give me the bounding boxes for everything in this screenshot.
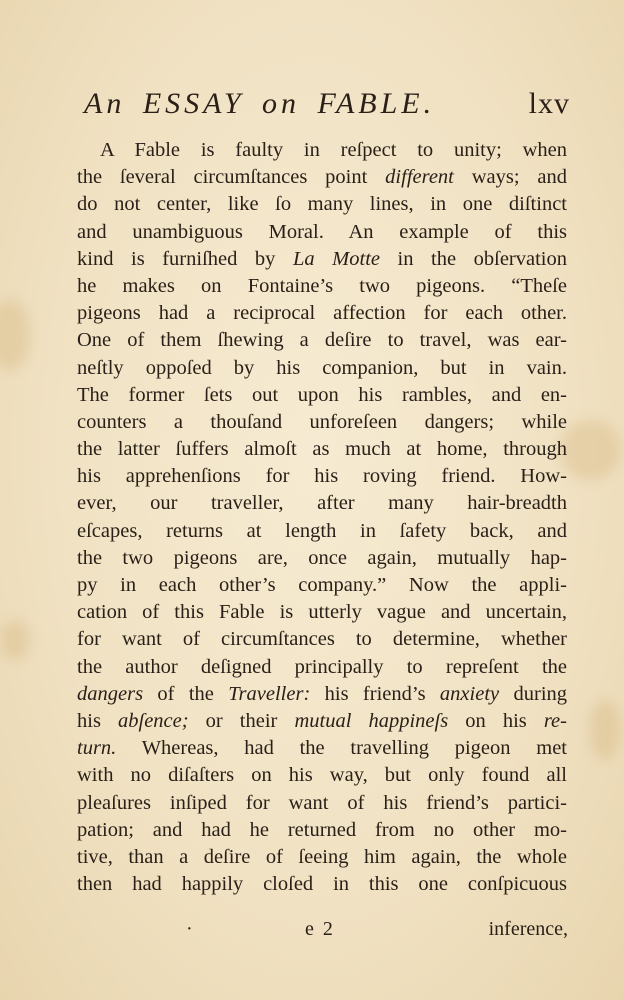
text-run: the author deſigned principally to repreſent the [77, 655, 567, 678]
text-run: he makes on Fontaine’s two pigeons. “Theſe [77, 274, 567, 297]
text-line [77, 844, 567, 871]
text-run: py in each other’s company.” Now the appli- [77, 574, 567, 596]
italic-text: re- [543, 709, 567, 732]
text-line [77, 654, 567, 681]
text-run: in the obſervation [380, 247, 568, 270]
text-line [77, 409, 567, 436]
text-line [77, 708, 567, 735]
text-line [77, 762, 567, 789]
text-run: do not center, like ſo many lines, in one diſtinct [77, 193, 567, 216]
text-run: or their [188, 709, 295, 732]
running-head: An ESSAY on FABLE. [84, 87, 436, 120]
text-line [77, 735, 567, 762]
text-run: eſcapes, returns at length in ſafety back, and [77, 519, 567, 542]
text-run: ever, our traveller, after many hair-breadth [77, 492, 567, 515]
text-run: kind is furniſhed by [77, 247, 293, 270]
text-run: tive, than a deſire of ſeeing him again, the whole [77, 845, 567, 868]
text-run: Whereas, had the travelling pigeon met [116, 737, 567, 760]
text-run: pleaſures inſiped for want of his friend’s partici- [77, 791, 567, 814]
italic-text: dangers [77, 682, 144, 705]
text-run: counters a thouſand unforeſeen dangers; while [77, 410, 567, 433]
catchword: inference, [488, 918, 568, 940]
italic-text: Traveller: [228, 682, 311, 705]
text-line [77, 626, 567, 653]
text-run: the two pigeons are, once again, mutually hap- [77, 546, 567, 569]
page-number: lxv [528, 87, 570, 120]
text-line [77, 490, 567, 517]
text-run: the ſeveral circumſtances point [77, 166, 386, 189]
text-line [77, 273, 567, 300]
text-run: his friend’s [310, 682, 440, 705]
text-line [77, 137, 567, 164]
italic-text: anxiety [439, 682, 500, 705]
italic-text: abſence; [118, 709, 189, 732]
body-text [77, 137, 567, 898]
text-line [77, 599, 567, 626]
text-run: for want of circumſtances to determine, whether [77, 628, 567, 651]
text-line [77, 382, 567, 409]
footer-dot: · [186, 918, 193, 940]
text-run: The former ſets out upon his rambles, and en- [77, 383, 567, 406]
text-line [77, 790, 567, 817]
text-line [77, 327, 567, 354]
signature-mark: e 2 [305, 918, 335, 940]
text-run: neſtly oppoſed by his companion, but in vain. [77, 356, 567, 379]
text-run: and unambiguous Moral. An example of this [77, 220, 567, 243]
text-line [77, 436, 567, 463]
text-run: his apprehenſions for his roving friend. How- [77, 465, 567, 488]
text-line [77, 518, 567, 545]
text-line [77, 355, 567, 382]
text-line [77, 164, 567, 191]
text-line [77, 219, 567, 246]
text-line [77, 545, 567, 572]
text-line [77, 300, 567, 327]
text-line [77, 572, 567, 599]
text-run: during [499, 682, 568, 705]
text-run: the latter ſuffers almoſt as much at home, through [77, 438, 567, 461]
text-run: cation of this Fable is utterly vague and uncertain, [77, 601, 567, 624]
text-line [77, 246, 567, 273]
text-run: One of them ſhewing a deſire to travel, was ear- [77, 329, 567, 352]
italic-text: mutual happineſs [294, 709, 449, 732]
text-run: pigeons had a reciprocal affection for each other. [77, 302, 567, 325]
italic-text: La Motte [292, 247, 380, 270]
text-run: on his [448, 709, 544, 732]
text-run: pation; and had he returned from no other mo- [77, 818, 567, 841]
text-run: then had happily cloſed in this one conſpicuous [77, 873, 567, 896]
page-header [84, 84, 570, 124]
text-line [77, 817, 567, 844]
text-line [77, 871, 567, 898]
text-run: his [77, 709, 118, 732]
text-run: of the [143, 682, 229, 705]
text-line [77, 463, 567, 490]
page-footer [0, 915, 624, 943]
text-run: ways; and [453, 166, 567, 189]
italic-text: turn. [77, 737, 117, 760]
text-line [77, 191, 567, 218]
italic-text: different [385, 166, 454, 189]
text-line [77, 681, 567, 708]
text-run: with no diſaſters on his way, but only found all [77, 764, 567, 787]
text-run: A Fable is faulty in reſpect to unity; when [100, 139, 567, 161]
